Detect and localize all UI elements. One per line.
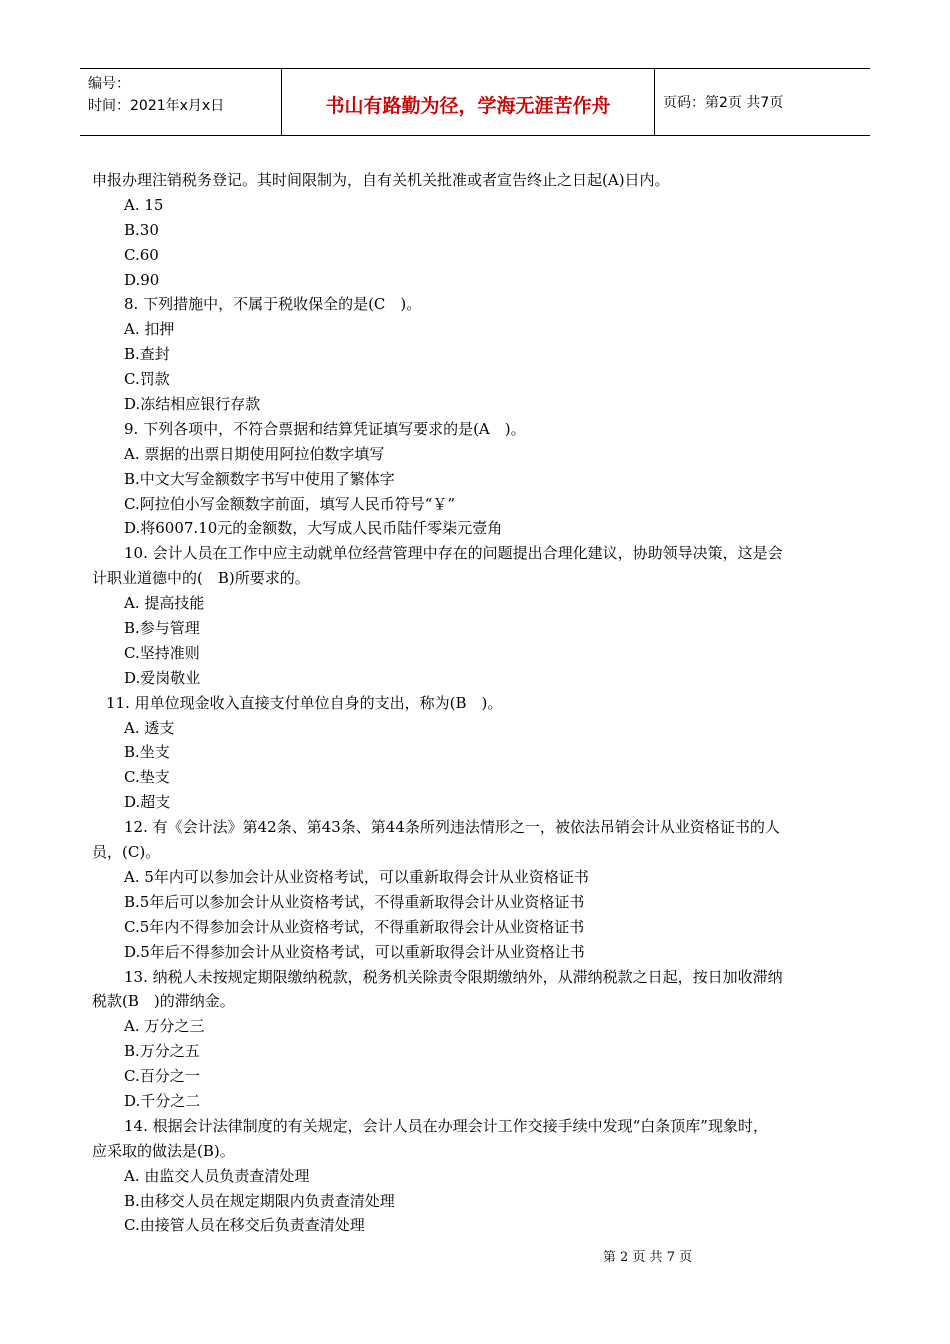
text-line: B.中文大写金额数字书写中使用了繁体字	[124, 469, 395, 488]
page-footer	[0, 1246, 950, 1265]
text-line: D.超支	[124, 793, 171, 812]
document-number-label: 编号：	[88, 76, 130, 92]
text-line: C.阿拉伯小写金额数字前面，填写人民币符号“￥”	[124, 494, 456, 513]
text-line: B.万分之五	[124, 1042, 200, 1061]
text-line: 9. 下列各项中，不符合票据和结算凭证填写要求的是(A )。	[124, 419, 526, 438]
text-line: A. 万分之三	[124, 1017, 205, 1036]
text-line: C.罚款	[124, 370, 170, 389]
text-line: A. 票据的出票日期使用阿拉伯数字填写	[124, 444, 385, 463]
footer-page-number: 第 2 页 共 7 页	[602, 1250, 693, 1265]
text-line: 申报办理注销税务登记。其时间限制为，自有关机关批准或者宣告终止之日起(A)日内。	[92, 171, 670, 189]
text-line: A. 提高技能	[124, 594, 205, 613]
text-line: B.坐支	[124, 743, 170, 762]
text-line: A. 由监交人员负责查清处理	[124, 1166, 310, 1185]
text-line: C.坚持准则	[124, 643, 200, 662]
text-line: 员，(C)。	[92, 843, 161, 862]
text-line: C.60	[124, 245, 159, 264]
text-line: D.5年后不得参加会计从业资格考试，可以重新取得会计从业资格让书	[124, 942, 585, 961]
document-date-label: 时间：2021年x月x日	[88, 98, 225, 114]
document-body	[92, 168, 862, 1238]
text-line: 12. 有《会计法》第42条、第43条、第44条所列违法情形之一，被依法吊销会计从业资格证书的人	[124, 818, 780, 837]
text-line: A. 透支	[124, 718, 175, 737]
header-motto: 书山有路勤为径，学海无涯苦作舟	[325, 94, 611, 117]
text-line: 应采取的做法是(B)。	[92, 1141, 235, 1160]
text-line: D.冻结相应银行存款	[124, 395, 261, 414]
text-line: A. 扣押	[124, 320, 175, 339]
text-line: C.5年内不得参加会计从业资格考试，不得重新取得会计从业资格证书	[124, 917, 585, 936]
text-line: B.30	[124, 220, 159, 239]
text-line: C.百分之一	[124, 1067, 200, 1086]
text-line: C.垫支	[124, 768, 170, 787]
text-line: A. 5年内可以参加会计从业资格考试，可以重新取得会计从业资格证书	[124, 867, 589, 886]
header-meta-cell	[80, 69, 282, 135]
text-line: A. 15	[124, 195, 164, 214]
text-line: B.5年后可以参加会计从业资格考试，不得重新取得会计从业资格证书	[124, 892, 585, 911]
text-line: 10. 会计人员在工作中应主动就单位经营管理中存在的问题提出合理化建议，协助领导决策，这是会	[124, 544, 783, 563]
text-line: D.将6007.10元的金额数，大写成人民币陆仟零柒元壹角	[124, 519, 503, 538]
text-line: B.参与管理	[124, 619, 200, 638]
header-page-cell	[655, 69, 870, 135]
text-line: D.爱岗敬业	[124, 668, 201, 687]
text-line: 计职业道德中的( B)所要求的。	[92, 569, 310, 588]
text-line: B.由移交人员在规定期限内负责查清处理	[124, 1191, 395, 1210]
text-line: 税款(B )的滞纳金。	[92, 992, 235, 1011]
text-line: D.90	[124, 270, 160, 289]
header-table	[80, 68, 870, 136]
header-page-number: 页码：第2页 共7页	[663, 95, 784, 111]
text-line: 13. 纳税人未按规定期限缴纳税款，税务机关除责令限期缴纳外，从滞纳税款之日起，按日加收滞纳	[124, 967, 783, 986]
text-line: D.千分之二	[124, 1091, 201, 1110]
header-motto-cell	[282, 69, 655, 135]
text-line: 8. 下列措施中，不属于税收保全的是(C )。	[124, 295, 422, 314]
text-line: 11. 用单位现金收入直接支付单位自身的支出，称为(B )。	[106, 693, 503, 712]
text-line: C.由接管人员在移交后负责查清处理	[124, 1216, 365, 1235]
text-line: B.查封	[124, 345, 170, 364]
text-line: 14. 根据会计法律制度的有关规定，会计人员在办理会计工作交接手续中发现“白条顶库”现象时，	[124, 1116, 768, 1135]
